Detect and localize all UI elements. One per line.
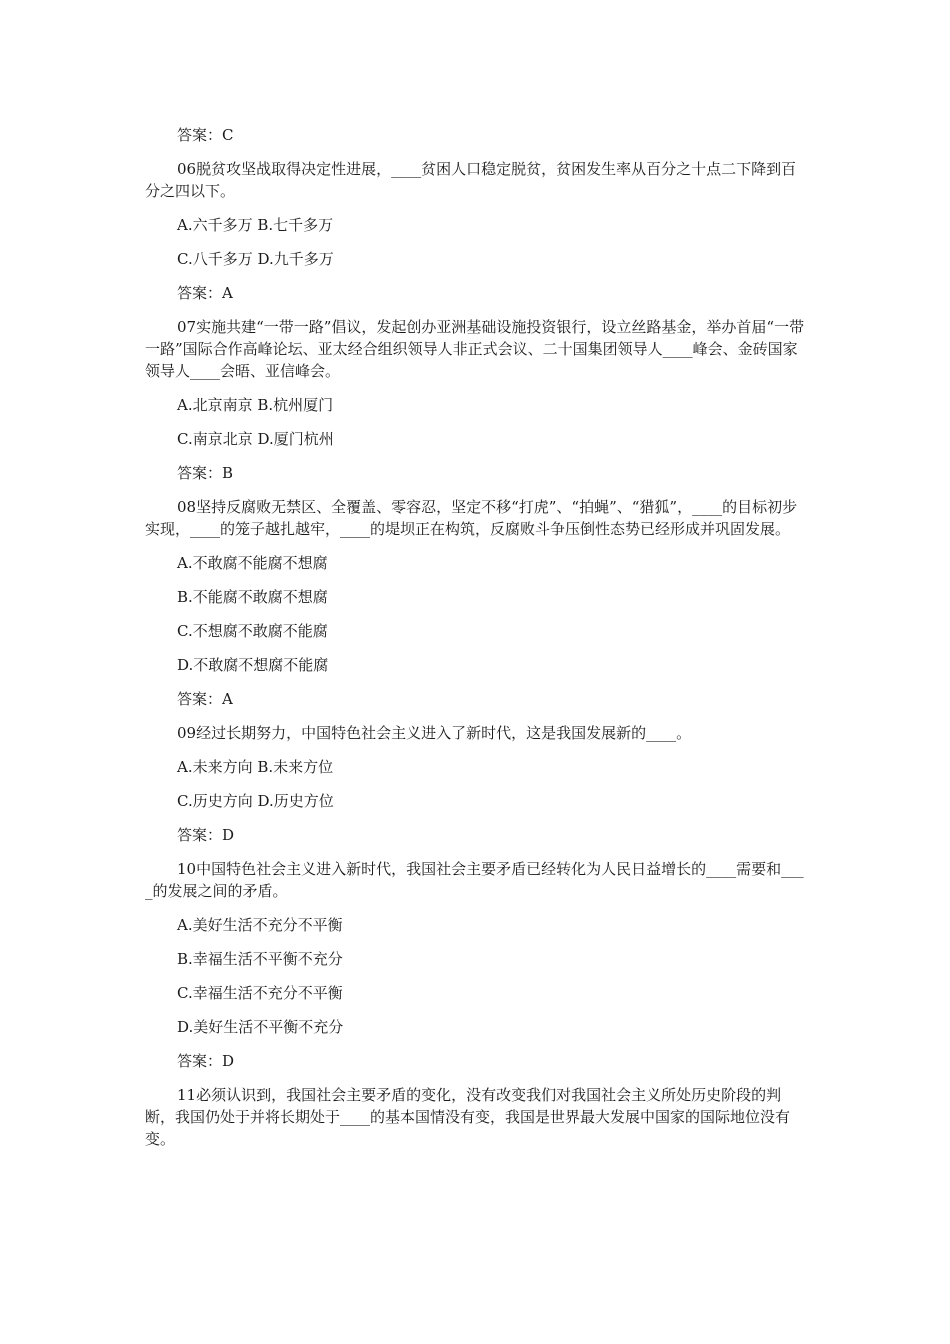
option-text: A.美好生活不充分不平衡	[177, 916, 343, 934]
option-text: A.六千多万 B.七千多万	[177, 216, 334, 234]
option-text: A.未来方向 B.未来方位	[177, 758, 334, 776]
option-text: A.北京南京 B.杭州厦门	[177, 396, 334, 414]
option-text: C.历史方向 D.历史方位	[177, 792, 334, 810]
option-text: B.不能腐不敢腐不想腐	[177, 588, 328, 606]
option-text: C.不想腐不敢腐不能腐	[177, 622, 328, 640]
question-text: 11必须认识到，我国社会主要矛盾的变化，没有改变我们对我国社会主义所处历史阶段的判断，我国仍处于并将长期处于____的基本国情没有变，我国是世界最大发展中国家的国际地位没有变。	[145, 1086, 791, 1148]
option-text: C.幸福生活不充分不平衡	[177, 984, 343, 1002]
option-text: C.南京北京 D.厦门杭州	[177, 430, 334, 448]
option-text: D.美好生活不平衡不充分	[177, 1018, 344, 1036]
answer-text: 答案：A	[177, 284, 233, 302]
option-text: A.不敢腐不能腐不想腐	[177, 554, 328, 572]
document-page	[145, 124, 810, 1162]
answer-text: 答案：D	[177, 826, 235, 844]
question-text: 09经过长期努力，中国特色社会主义进入了新时代，这是我国发展新的____。	[177, 724, 692, 742]
answer-text: 答案：A	[177, 690, 233, 708]
question-text: 07实施共建“一带一路”倡议，发起创办亚洲基础设施投资银行，设立丝路基金，举办首届“一带一路”国际合作高峰论坛、亚太经合组织领导人非正式会议、二十国集团领导人____峰会、金砖国家领导人____会晤、亚信峰会。	[145, 318, 805, 380]
option-text: C.八千多万 D.九千多万	[177, 250, 334, 268]
answer-text: 答案：D	[177, 1052, 235, 1070]
question-text: 10中国特色社会主义进入新时代，我国社会主要矛盾已经转化为人民日益增长的____需要和____的发展之间的矛盾。	[145, 860, 804, 900]
question-text: 06脱贫攻坚战取得决定性进展，____贫困人口稳定脱贫，贫困发生率从百分之十点二下降到百分之四以下。	[145, 160, 797, 200]
answer-text: 答案：C	[177, 126, 234, 144]
question-text: 08坚持反腐败无禁区、全覆盖、零容忍，坚定不移“打虎”、“拍蝇”、“猎狐”，____的目标初步实现，____的笼子越扎越牢，____的堤坝正在构筑，反腐败斗争压倒性态势已经形成并巩固发展。	[145, 498, 798, 538]
option-text: B.幸福生活不平衡不充分	[177, 950, 343, 968]
option-text: D.不敢腐不想腐不能腐	[177, 656, 329, 674]
answer-text: 答案：B	[177, 464, 234, 482]
